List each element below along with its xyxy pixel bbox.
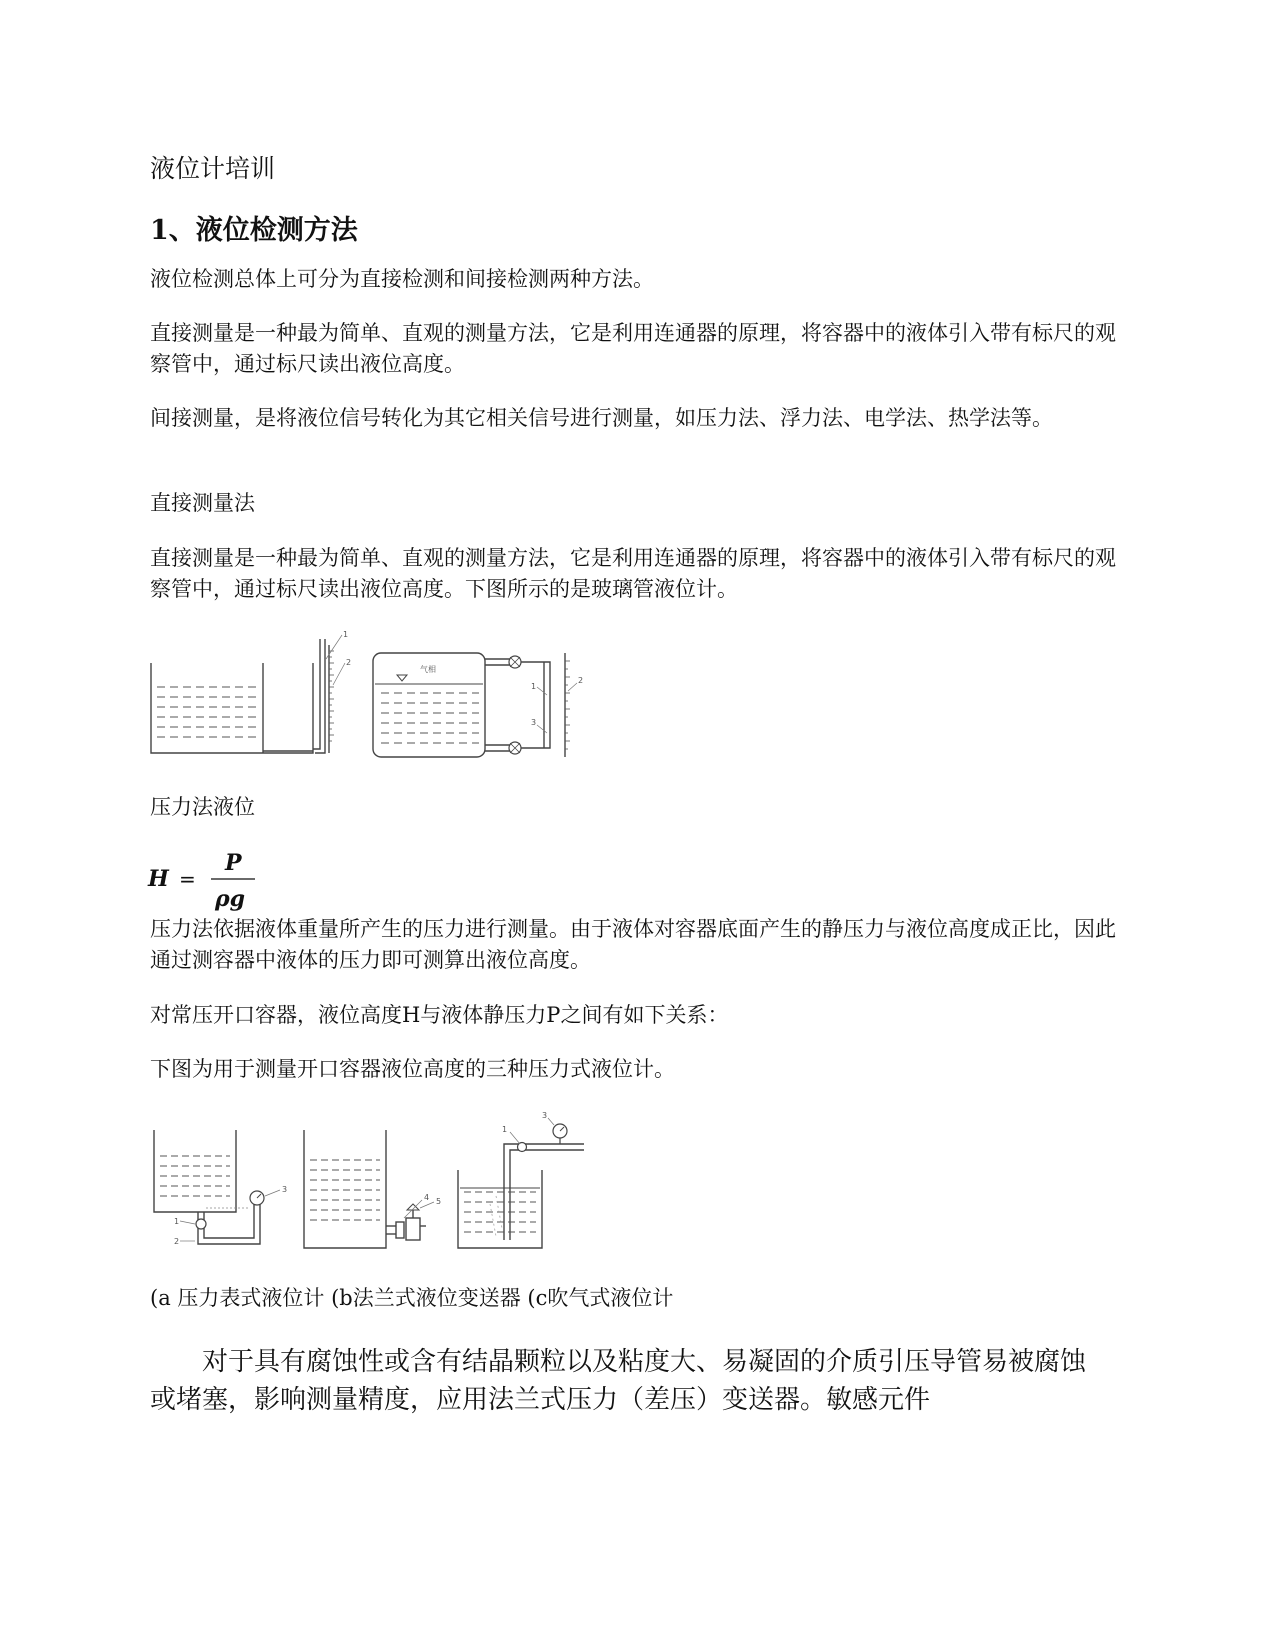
fig2-label-a1: 1 [174, 1217, 180, 1226]
paragraph-direct: 直接测量是一种最为简单、直观的测量方法，它是利用连通器的原理，将容器中的液体引入带有标尺的观察管中，通过标尺读出液位高度。 [150, 321, 1116, 376]
subheading-direct-method: 直接测量法 [150, 491, 255, 515]
fig2-label-a3: 3 [282, 1185, 288, 1194]
glass-tube-gauge-figure [145, 625, 585, 765]
paragraph-open-vessel-relation: 对常压开口容器，液位高度H与液体静压力P之间有如下关系： [150, 1003, 729, 1027]
fig2-label-c3: 3 [542, 1111, 548, 1120]
fig2-label-c1: 1 [502, 1125, 508, 1134]
paragraph-three-gauges: 下图为用于测量开口容器液位高度的三种压力式液位计。 [150, 1057, 675, 1081]
subheading-pressure-method: 压力法液位 [150, 795, 255, 819]
valve-a-icon [196, 1219, 206, 1229]
fig1-label-b1: 1 [531, 682, 537, 691]
formula-h-equals-p-over-rho-g [145, 848, 265, 912]
paragraph-glass-tube: 直接测量是一种最为简单、直观的测量方法，它是利用连通器的原理，将容器中的液体引入带有标尺的观察管中，通过标尺读出液位高度。下图所示的是玻璃管液位计。 [150, 546, 1116, 601]
fig1-label-b2: 2 [578, 676, 584, 685]
pressure-gauge-figure [150, 1108, 590, 1256]
formula-numerator: P [225, 850, 242, 876]
figure2-caption: (a 压力表式液位计 (b法兰式液位变送器 (c吹气式液位计 [150, 1286, 674, 1310]
document-title: 液位计培训 [150, 154, 276, 183]
section-heading: 1、液位检测方法 [150, 215, 358, 246]
fig1-label-2: 2 [346, 658, 352, 667]
fig2-label-b5: 5 [436, 1197, 442, 1206]
paragraph-pressure-principle: 压力法依据液体重量所产生的压力进行测量。由于液体对容器底面产生的静压力与液位高度成正比，因此通过测容器中液体的压力即可测算出液位高度。 [150, 917, 1116, 972]
valve-c-icon [518, 1143, 527, 1152]
fig2-label-b4: 4 [424, 1193, 430, 1202]
fig1-label-gas: 气相 [420, 665, 436, 674]
paragraph-indirect: 间接测量，是将液位信号转化为其它相关信号进行测量，如压力法、浮力法、电学法、热学法等。 [150, 406, 1053, 430]
paragraph-flange-transmitter: 对于具有腐蚀性或含有结晶颗粒以及粘度大、易凝固的介质引压导管易被腐蚀或堵塞，影响测量精度，应用法兰式压力（差压）变送器。敏感元件 [150, 1347, 1087, 1415]
formula-denominator: ρg [215, 886, 246, 912]
paragraph-overview: 液位检测总体上可分为直接检测和间接检测两种方法。 [150, 267, 654, 291]
formula-equals: = [179, 867, 196, 891]
fig1-label-b3: 3 [531, 718, 537, 727]
fig1-label-1: 1 [343, 630, 349, 639]
formula-lhs: H [148, 866, 169, 892]
fig2-label-a2: 2 [174, 1237, 180, 1246]
